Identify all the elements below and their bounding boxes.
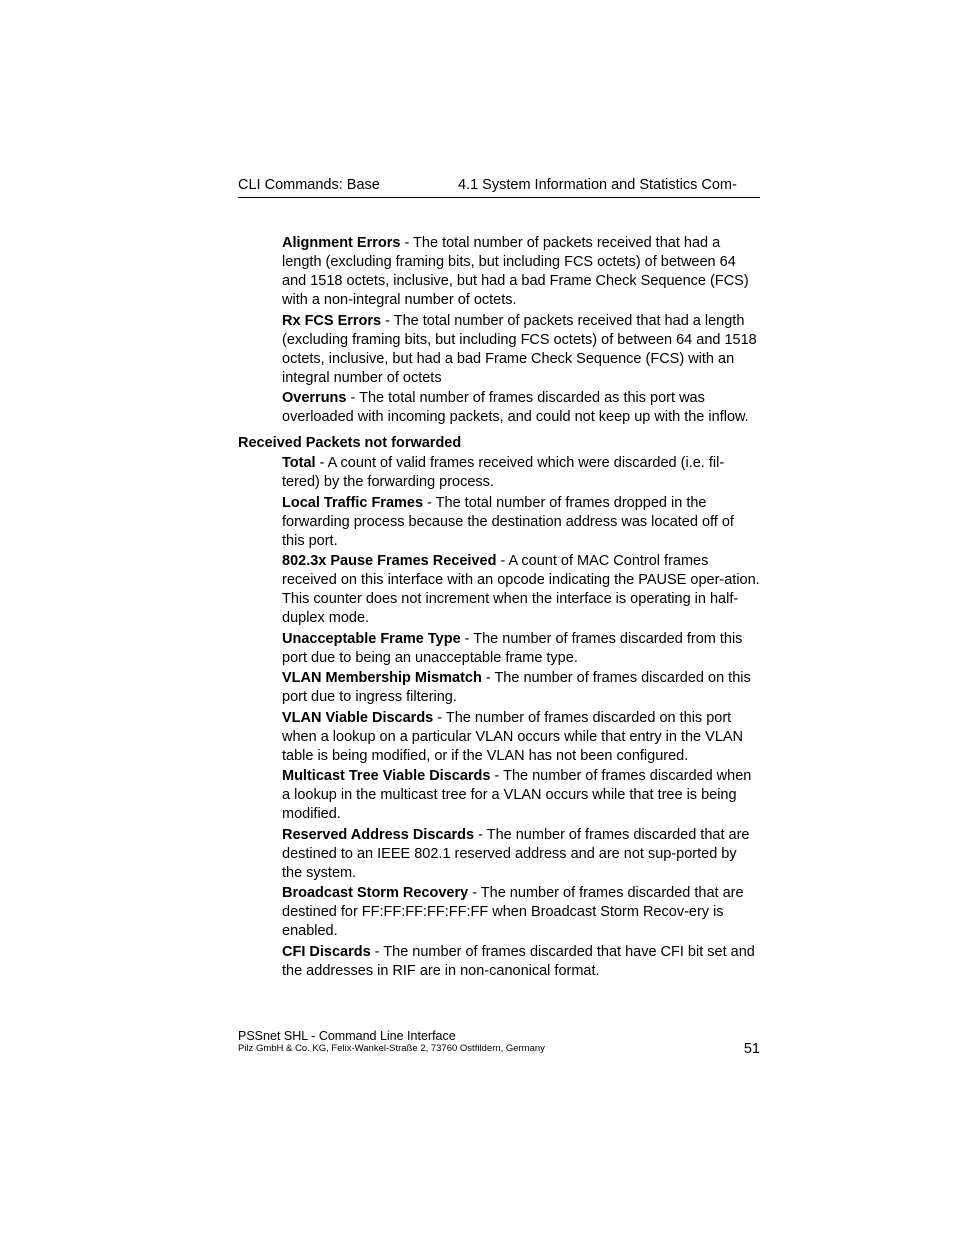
definition-overruns — [282, 389, 760, 427]
definition-rx-fcs-errors — [282, 312, 760, 388]
definition-text: - The number of frames discarded that have CFI bit set and the addresses in RIF are in non-canonical format. — [282, 943, 755, 979]
definition-text: - The total number of packets received that had a length (excluding framing bits, but including FCS octets) of between 64 and 1518 octets, inclusive, but had a bad Frame Check Sequence (FCS) with a non-integral number of octets. — [282, 235, 749, 308]
definition-unacceptable-frame-type — [282, 630, 760, 668]
definition-reserved-address-discards — [282, 826, 760, 883]
header-chapter: CLI Commands: Base — [238, 177, 380, 193]
definition-vlan-membership-mismatch — [282, 669, 760, 707]
definition-text: - The total number of packets received that had a length (excluding framing bits, but including FCS octets) of between 64 and 1518 octets, inclusive, but had a bad Frame Check Sequence (FCS) with an integral number of octets — [282, 312, 757, 386]
definition-term: Broadcast Storm Recovery — [282, 885, 469, 901]
definition-term: Total — [282, 455, 316, 471]
section-heading: Received Packets not forwarded — [238, 435, 462, 451]
definition-pause-frames-received — [282, 552, 760, 628]
definition-term: Overruns — [282, 390, 347, 406]
header-section: 4.1 System Information and Statistics Com- — [458, 177, 737, 193]
definition-text: - The total number of frames dropped in the forwarding process because the destination address was located off of this port. — [282, 494, 734, 549]
definition-text: - The total number of frames discarded as this port was overloaded with incoming packets, and could not keep up with the inflow. — [282, 390, 749, 425]
main-content — [238, 234, 760, 982]
definition-local-traffic-frames — [282, 494, 760, 551]
definition-text: - A count of valid frames received which were discarded (i.e. fil-tered) by the forwarding process. — [282, 455, 725, 490]
definition-broadcast-storm-recovery — [282, 884, 760, 941]
definition-multicast-tree-viable-discards — [282, 767, 760, 824]
definition-term: Multicast Tree Viable Discards — [282, 768, 491, 784]
definition-text: - The number of frames discarded on this port when a lookup on a particular VLAN occurs while that entry in the VLAN table is being modified, or if the VLAN has not been configured. — [282, 709, 744, 764]
page-footer — [238, 1028, 760, 1068]
definition-text: - A count of MAC Control frames received on this interface with an opcode indicating the PAUSE oper-ation. This counter does not increment when the interface is operating in half-duplex mode. — [282, 553, 760, 626]
running-header — [238, 176, 760, 198]
footer-address: Pilz GmbH & Co. KG, Felix-Wankel-Straße 2, 73760 Ostfildern, Germany — [238, 1043, 545, 1054]
definition-text: - The number of frames discarded when a lookup in the multicast tree for a VLAN occurs while that tree is being modified. — [282, 768, 752, 822]
definition-term: VLAN Viable Discards — [282, 709, 434, 726]
definition-text: - The number of frames discarded that are destined to an IEEE 802.1 reserved address and are not sup-ported by the system. — [282, 826, 750, 881]
definition-text: - The number of frames discarded that are destined for FF:FF:FF:FF:FF:FF when Broadcast Storm Recov-ery is enabled. — [282, 885, 744, 939]
definition-term: Rx FCS Errors — [282, 312, 382, 329]
definition-term: 802.3x Pause Frames Received — [282, 553, 497, 569]
definition-cfi-discards — [282, 943, 760, 981]
definition-term: CFI Discards — [282, 943, 371, 960]
definition-total — [282, 454, 760, 492]
definition-term: VLAN Membership Mismatch — [282, 670, 482, 686]
definition-alignment-errors — [282, 234, 760, 310]
definition-term: Local Traffic Frames — [282, 494, 424, 511]
footer-title: PSSnet SHL - Command Line Interface — [238, 1029, 456, 1043]
definition-term: Unacceptable Frame Type — [282, 630, 461, 647]
definition-term: Alignment Errors — [282, 235, 401, 251]
definition-vlan-viable-discards — [282, 709, 760, 766]
definition-term: Reserved Address Discards — [282, 826, 475, 843]
page-number: 51 — [743, 1041, 760, 1057]
definition-text: - The number of frames discarded on this port due to ingress filtering. — [282, 670, 751, 705]
definition-text: - The number of frames discarded from this port due to being an unacceptable frame type. — [282, 630, 743, 666]
